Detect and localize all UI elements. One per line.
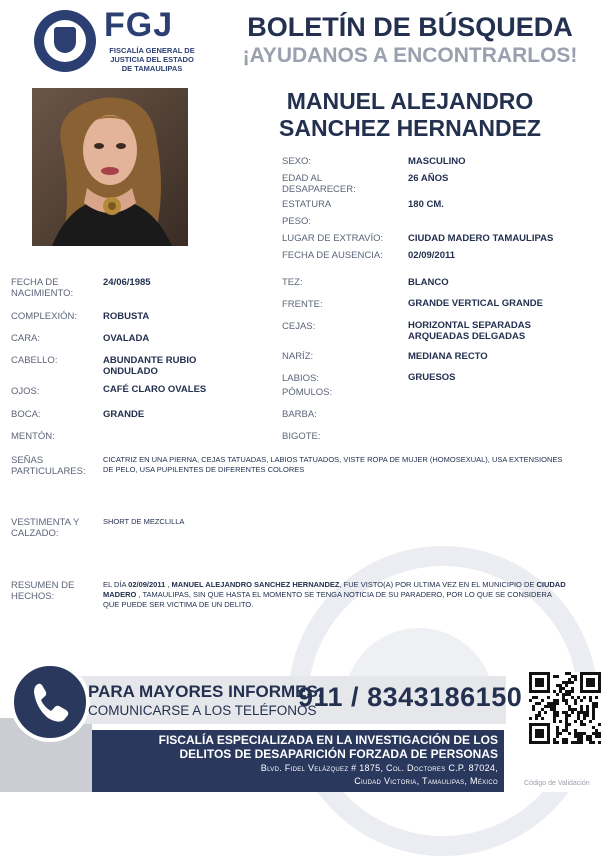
nariz-label: NARÍZ: <box>282 351 314 362</box>
vestimenta-label: VESTIMENTA Y CALZADO: <box>11 517 80 539</box>
labios-label: LABIOS: <box>282 373 319 384</box>
sexo-value: MASCULINO <box>408 156 466 167</box>
senas-value: CICATRIZ EN UNA PIERNA, CEJAS TATUADAS, LABIOS TATUADOS, VISTE ROPA DE MUJER (HOMOSEXUAL), USA EXTENSIONES DE PELO, USA PUPILENTES DE DIFERENTES COLORES <box>103 455 563 474</box>
resumen-name: MANUEL ALEJANDRO SANCHEZ HERNANDEZ <box>171 580 340 589</box>
estatura-value: 180 CM. <box>408 199 444 210</box>
resumen-text-4: , TAMAULIPAS, SIN QUE HASTA EL MOMENTO SE TENGA NOTICIA DE SU PARADERO, POR LO QUE SE CONSIDERA QUE PUEDE SER VICTIMA DE UN DELITO. <box>103 590 552 609</box>
complexion-value: ROBUSTA <box>103 311 150 322</box>
missing-person-photo <box>32 88 188 246</box>
tez-value: BLANCO <box>408 277 449 288</box>
cara-value: OVALADA <box>103 333 150 344</box>
lugar-label: LUGAR DE EXTRAVÍO: <box>282 233 384 244</box>
bulletin-title: BOLETÍN DE BÚSQUEDA <box>247 12 573 42</box>
phone-badge <box>10 662 90 742</box>
more-info-heading: PARA MAYORES INFORMES, <box>88 682 323 701</box>
resumen-municipio: CIUDAD MADERO <box>103 580 566 599</box>
validation-code-label: Código de Validación <box>524 780 590 787</box>
logo-subtitle: FISCALÍA GENERAL DE JUSTICIA DEL ESTADO DE TAMAULIPAS <box>109 46 195 73</box>
bigote-label: BIGOTE: <box>282 431 321 442</box>
photo-portrait <box>32 88 188 246</box>
shield-icon <box>54 27 76 53</box>
edad-value: 26 AÑOS <box>408 173 449 184</box>
barba-label: BARBA: <box>282 409 317 420</box>
labios-value: GRUESOS <box>408 372 456 383</box>
phone-number: 911 / 8343186150 <box>298 682 523 712</box>
lugar-value: CIUDAD MADERO TAMAULIPAS <box>408 233 554 244</box>
qr-code-icon <box>529 672 601 744</box>
boca-label: BOCA: <box>11 409 41 420</box>
resumen-label: RESUMEN DE HECHOS: <box>11 580 75 602</box>
menton-label: MENTÓN: <box>11 431 55 442</box>
frente-value: GRANDE VERTICAL GRANDE <box>408 298 543 309</box>
resumen-text-3: , FUE VISTO(A) POR ULTIMA VEZ EN EL MUNICIPIO DE <box>339 580 537 589</box>
fiscalia-line1: FISCALÍA ESPECIALIZADA EN LA INVESTIGACIÓN DE LOS <box>158 733 498 747</box>
edad-label: EDAD AL DESAPARECER: <box>282 173 356 195</box>
complexion-label: COMPLEXIÓN: <box>11 311 77 322</box>
boca-value: GRANDE <box>103 409 145 420</box>
address-line1: Blvd. Fidel Velázquez # 1875, Col. Doctores C.P. 87024, <box>260 763 498 773</box>
fecha-ausencia-value: 02/09/2011 <box>408 250 456 261</box>
senas-label: SEÑAS PARTICULARES: <box>11 455 86 477</box>
logo-text: FGJ <box>104 6 174 44</box>
fecha-nacimiento-label: FECHA DE NACIMIENTO: <box>11 277 74 299</box>
cejas-label: CEJAS: <box>282 321 316 332</box>
person-name-line2: SANCHEZ HERNANDEZ <box>279 115 541 141</box>
contact-text: COMUNICARSE A LOS TELÉFONOS <box>88 703 317 718</box>
fiscalia-line2: DELITOS DE DESAPARICIÓN FORZADA DE PERSONAS <box>179 747 498 761</box>
phone-icon <box>14 666 86 738</box>
cabello-label: CABELLO: <box>11 355 58 366</box>
peso-label: PESO: <box>282 216 312 227</box>
sexo-label: SEXO: <box>282 156 312 167</box>
address-line2: Ciudad Victoria, Tamaulipas, México <box>354 776 498 786</box>
resumen-text-1: EL DÍA <box>103 580 129 589</box>
resumen-value <box>103 580 569 610</box>
frente-label: FRENTE: <box>282 299 323 310</box>
cabello-value: ABUNDANTE RUBIO ONDULADO <box>103 355 197 377</box>
bulletin-subtitle: ¡AYUDANOS A ENCONTRARLOS! <box>242 44 578 67</box>
ojos-value: CAFÉ CLARO OVALES <box>103 384 207 395</box>
fecha-ausencia-label: FECHA DE AUSENCIA: <box>282 250 383 261</box>
resumen-text-2: , <box>165 580 172 589</box>
person-name <box>240 88 580 142</box>
person-name-line1: MANUEL ALEJANDRO <box>286 88 534 114</box>
fiscalia-name <box>108 733 498 761</box>
tez-label: TEZ: <box>282 277 303 288</box>
qr-code[interactable] <box>529 672 601 744</box>
cejas-value: HORIZONTAL SEPARADAS ARQUEADAS DELGADAS <box>408 320 531 342</box>
ojos-label: OJOS: <box>11 386 40 397</box>
cara-label: CARA: <box>11 333 41 344</box>
estatura-label: ESTATURA <box>282 199 332 210</box>
resumen-date: 02/09/2011 <box>128 580 166 589</box>
pomulos-label: PÓMULOS: <box>282 387 333 398</box>
nariz-value: MEDIANA RECTO <box>408 351 488 362</box>
address <box>108 762 498 788</box>
vestimenta-value: SHORT DE MEZCLILLA <box>103 517 185 526</box>
fecha-nacimiento-value: 24/06/1985 <box>103 277 151 288</box>
